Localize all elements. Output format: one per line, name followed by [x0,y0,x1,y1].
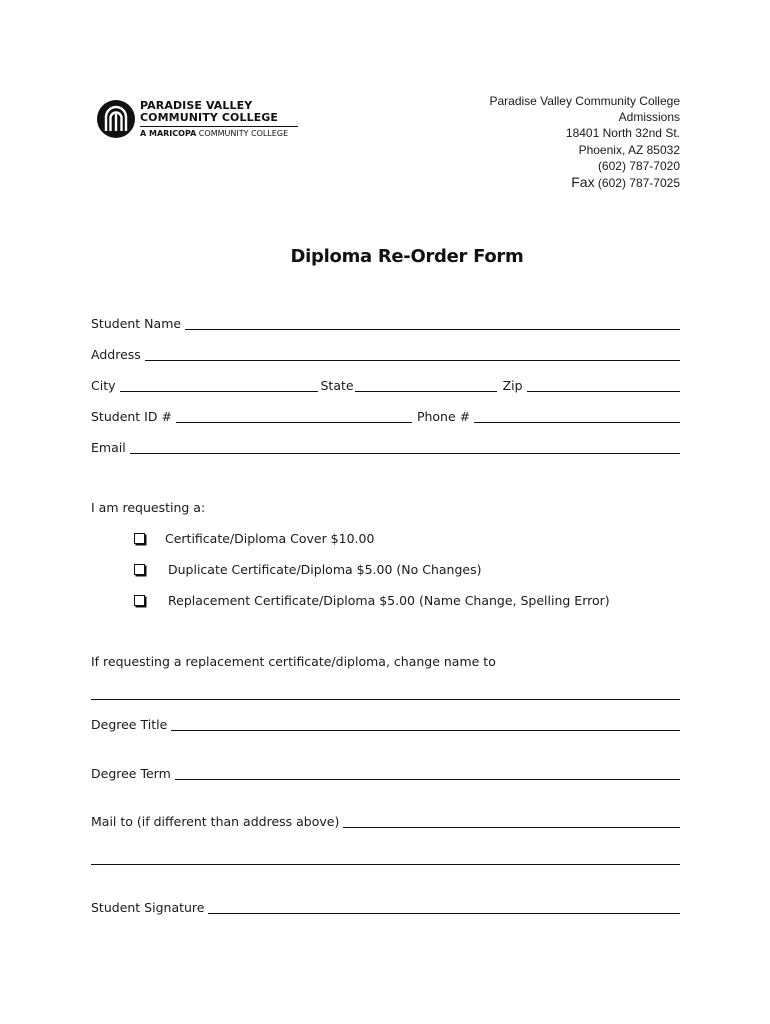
phone-field[interactable] [474,408,680,423]
mail-to-label: Mail to (if different than address above) [91,814,340,829]
address-line-fax [489,174,680,191]
degree-term-row [91,763,680,783]
student-name-label: Student Name [91,316,182,331]
replacement-name-label: If requesting a replacement certificate/diploma, change name to [91,654,496,669]
student-name-row [91,313,680,333]
city-field[interactable] [120,377,318,392]
mail-to-field-line2[interactable] [91,864,680,865]
signature-field[interactable] [208,899,680,914]
replacement-checkbox[interactable] [134,595,145,606]
degree-title-field[interactable] [171,716,680,731]
address-label: Address [91,347,141,362]
degree-term-label: Degree Term [91,766,171,781]
signature-row [91,897,680,917]
option-replacement [134,593,610,608]
degree-title-label: Degree Title [91,717,168,732]
college-address [489,93,680,191]
phone-label: Phone # [416,409,471,424]
email-field[interactable] [130,439,680,454]
replacement-name-field[interactable] [91,699,680,700]
logo-text-line1: PARADISE VALLEY [140,99,253,112]
address-line-street: 18401 North 32nd St. [565,126,680,141]
duplicate-checkbox[interactable] [134,564,145,575]
logo-text-line3: A MARICOPA COMMUNITY COLLEGE [140,129,289,138]
college-logo [96,97,306,141]
form-title: Diploma Re-Order Form [290,246,524,267]
student-id-label: Student ID # [91,409,172,424]
signature-label: Student Signature [91,900,205,915]
degree-term-field[interactable] [175,765,680,780]
zip-label: Zip [502,378,523,393]
diploma-cover-checkbox[interactable] [134,533,145,544]
request-label: I am requesting a: [91,500,206,515]
address-line-phone: (602) 787-7020 [597,158,680,173]
option-diploma-cover [134,531,374,546]
address-line-department: Admissions [618,110,680,125]
address-field[interactable] [145,346,680,361]
state-field[interactable] [355,377,497,392]
logo-text-line2: COMMUNITY COLLEGE [140,111,279,124]
fax-number: (602) 787-7025 [594,176,680,191]
student-id-phone-row [91,406,680,426]
mail-to-field[interactable] [343,813,680,828]
option-duplicate [134,562,481,577]
state-label: State [320,378,354,393]
city-label: City [91,378,116,393]
logo-divider [140,126,298,127]
student-id-field[interactable] [176,408,412,423]
email-row [91,437,680,457]
option-label: Duplicate Certificate/Diploma $5.00 (No Changes) [168,562,482,577]
city-state-zip-row [91,375,680,395]
option-label: Replacement Certificate/Diploma $5.00 (Name Change, Spelling Error) [168,593,610,608]
college-seal-icon [96,97,136,141]
email-label: Email [91,440,126,455]
address-line-college: Paradise Valley Community College [489,94,680,108]
degree-title-row [91,714,680,734]
student-name-field[interactable] [185,315,680,330]
address-row [91,344,680,364]
option-label: Certificate/Diploma Cover $10.00 [165,531,375,546]
fax-label: Fax [571,174,595,191]
mail-to-row [91,811,680,831]
address-line-city: Phoenix, AZ 85032 [578,142,680,157]
zip-field[interactable] [527,377,680,392]
